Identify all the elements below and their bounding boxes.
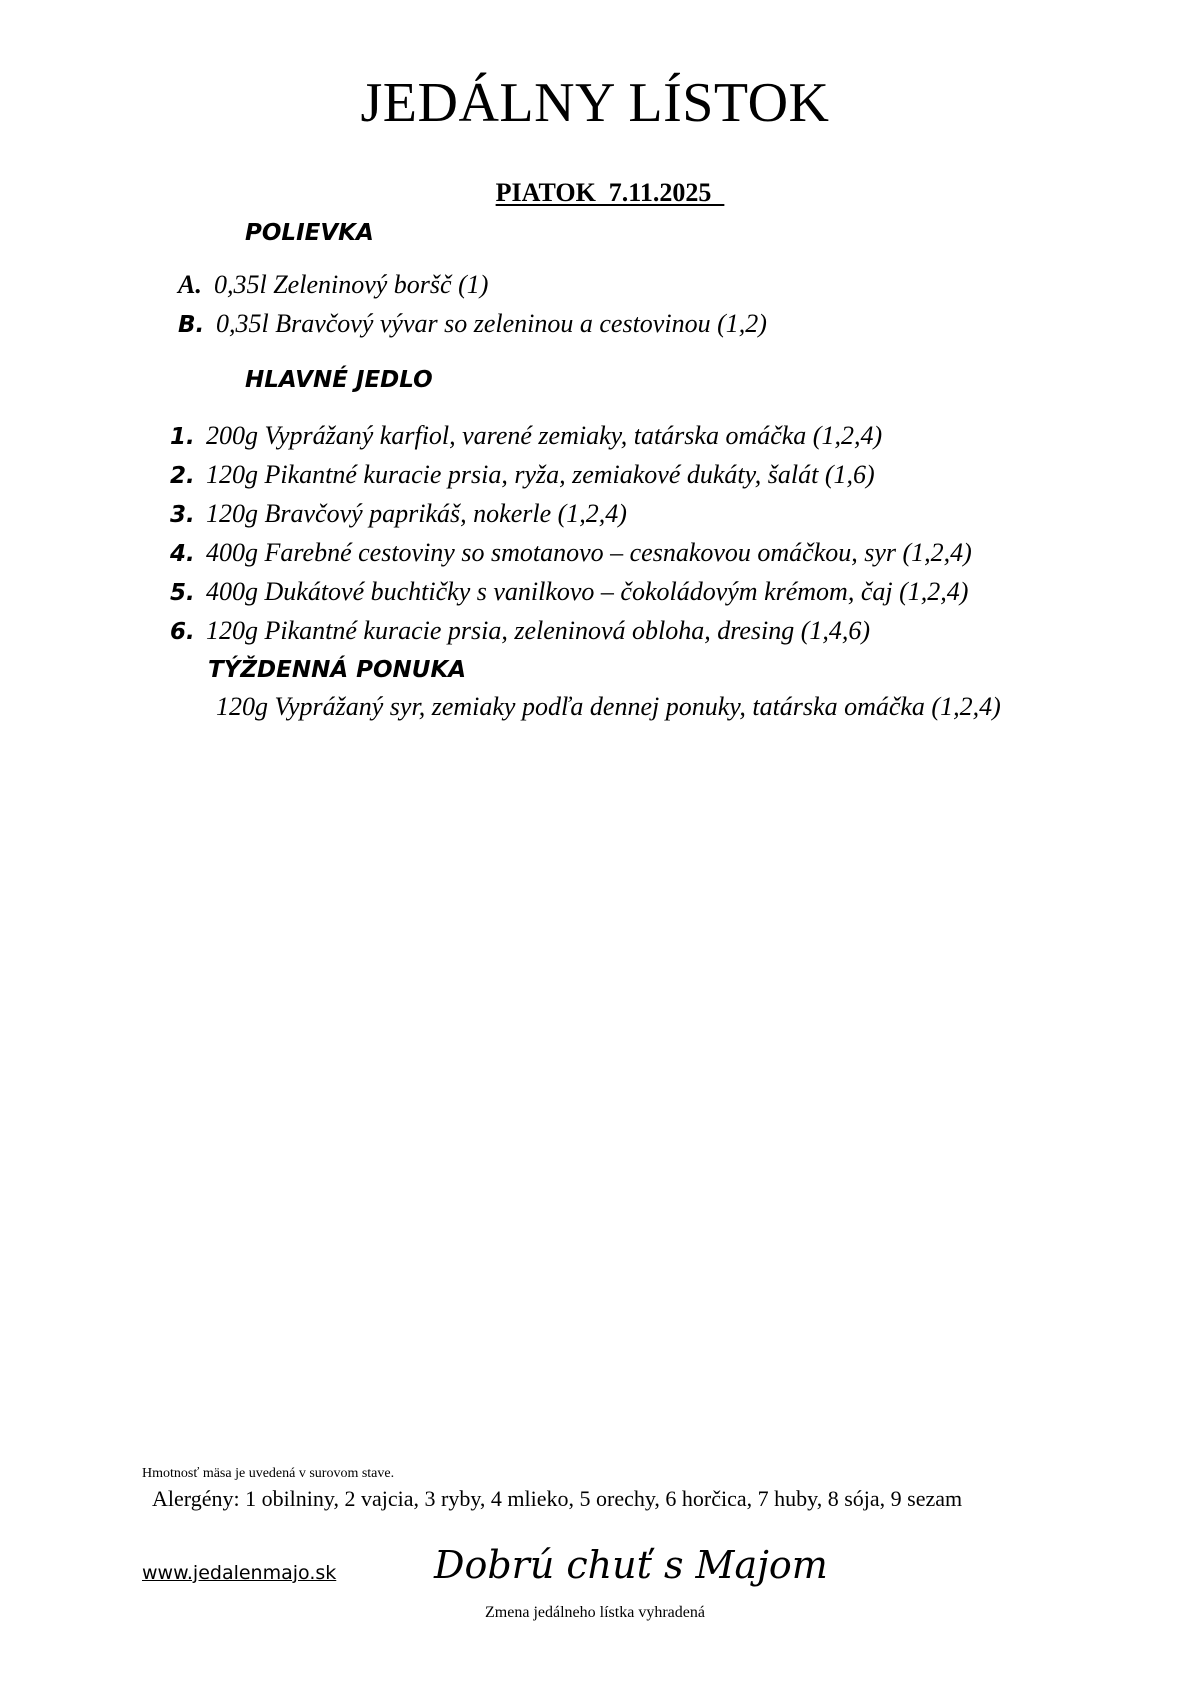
main-item-6 — [170, 614, 870, 649]
weekly-item-text: 120g Vyprážaný syr, zemiaky podľa dennej ponuky, tatárska omáčka (1,2,4) — [216, 692, 1001, 721]
soup-item-b-text: 0,35l Bravčový vývar so zeleninou a cestovinou (1,2) — [216, 309, 767, 338]
main-item-5-marker: 5. — [170, 580, 195, 606]
main-item-6-text: 120g Pikantné kuracie prsia, zeleninová obloha, dresing (1,4,6) — [206, 616, 871, 645]
main-item-4 — [170, 536, 972, 571]
main-item-5 — [170, 575, 968, 610]
weekly-heading: TÝŽDENNÁ PONUKA — [208, 657, 467, 683]
soup-item-a-marker: A. — [178, 270, 202, 299]
main-item-2-marker: 2. — [170, 463, 195, 489]
menu-change-note: Zmena jedálneho lístka vyhradená — [485, 1604, 705, 1621]
soup-item-b-marker: B. — [178, 312, 205, 338]
main-item-4-text: 400g Farebné cestoviny so smotanovo – cesnakovou omáčkou, syr (1,2,4) — [206, 538, 972, 567]
slogan: Dobrú chuť s Majom — [434, 1543, 828, 1587]
main-item-1-marker: 1. — [170, 424, 195, 450]
allergens-legend: Alergény: 1 obilniny, 2 vajcia, 3 ryby, 4 mlieko, 5 orechy, 6 horčica, 7 huby, 8 sója, 9 sezam — [152, 1486, 963, 1511]
main-item-4-marker: 4. — [170, 541, 195, 567]
date-heading — [0, 176, 1190, 210]
soup-heading: POLIEVKA — [245, 220, 374, 246]
main-item-3 — [170, 497, 627, 532]
soup-item-a-text: 0,35l Zeleninový boršč (1) — [214, 270, 489, 299]
main-item-3-text: 120g Bravčový paprikáš, nokerle (1,2,4) — [206, 499, 627, 528]
soup-item-a — [178, 268, 488, 302]
meat-weight-note: Hmotnosť mäsa je uvedená v surovom stave. — [142, 1466, 395, 1481]
main-item-1-text: 200g Vyprážaný karfiol, varené zemiaky, tatárska omáčka (1,2,4) — [206, 421, 883, 450]
website-link[interactable]: www.jedalenmajo.sk — [142, 1562, 337, 1584]
main-heading: HLAVNÉ JEDLO — [245, 367, 433, 393]
main-item-6-marker: 6. — [170, 619, 195, 645]
main-item-3-marker: 3. — [170, 502, 195, 528]
main-item-5-text: 400g Dukátové buchtičky s vanilkovo – čokoládovým krémom, čaj (1,2,4) — [206, 577, 969, 606]
main-item-2 — [170, 458, 875, 493]
main-item-2-text: 120g Pikantné kuracie prsia, ryža, zemiakové dukáty, šalát (1,6) — [206, 460, 875, 489]
soup-item-b — [178, 307, 767, 342]
page-title: JEDÁLNY LÍSTOK — [360, 72, 830, 134]
date-label: PIATOK 7.11.2025 — [495, 178, 725, 207]
main-item-1 — [170, 419, 882, 454]
